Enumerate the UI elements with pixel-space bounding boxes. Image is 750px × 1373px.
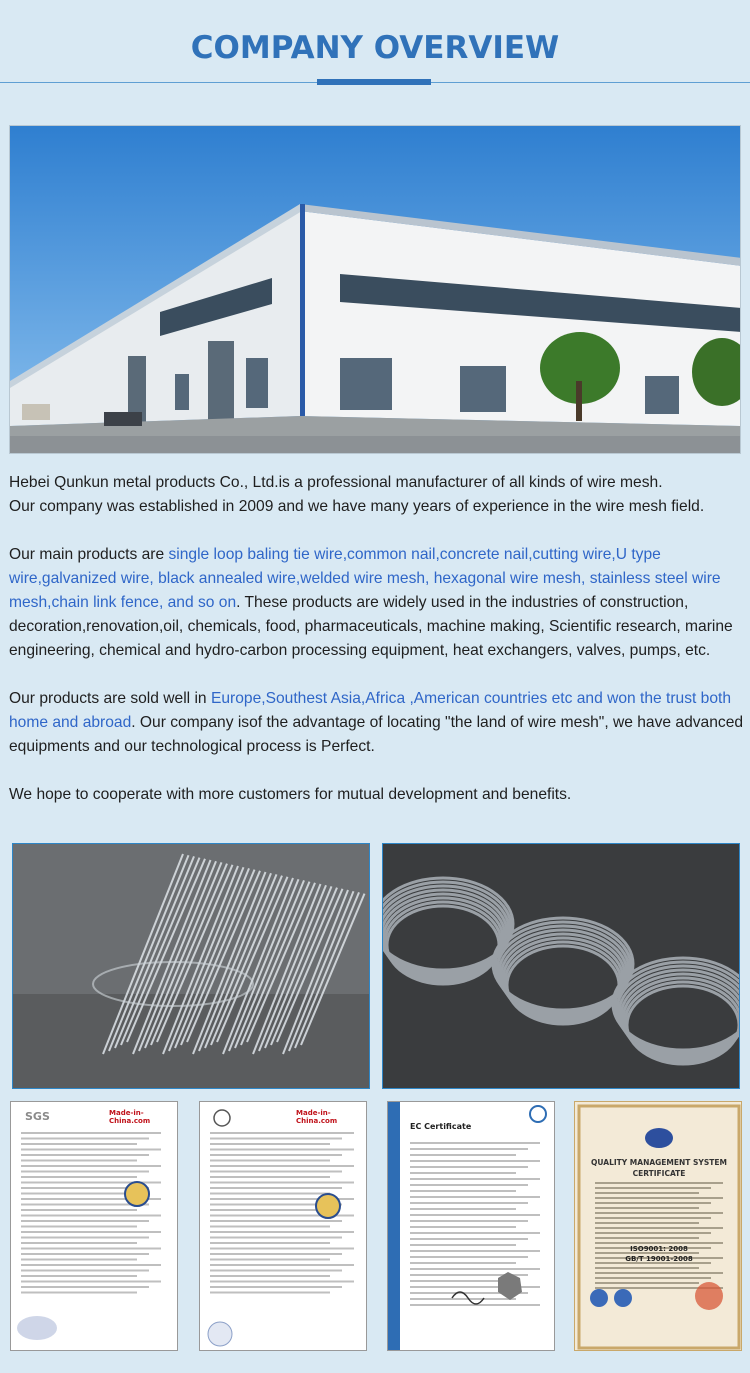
ec-certificate — [387, 1101, 555, 1351]
markets-tail: . Our company isof the advantage of locating "the land of wire mesh", we have advanced equipments and our technological process is Perfect. — [9, 714, 744, 755]
products-tail: . These products are widely used in the industries of construction, decoration,renovation,oil, chemicals, food, pharmaceuticals, machine making, Scientific research, marine engineering, chemical and hydro-carbon processing equipment, heat exchangers, valves, pumps, etc. — [9, 594, 733, 659]
company-intro — [9, 471, 744, 831]
markets-list: Europe,Southest Asia,Africa ,American countries etc and won the trust both home and abroad — [9, 690, 732, 731]
product-photos — [12, 843, 740, 1089]
mic-logo-1: Made-in-China.com — [109, 1109, 151, 1125]
page-title: COMPANY OVERVIEW — [190, 30, 560, 66]
intro-paragraph-closing: We hope to cooperate with more customers for mutual development and benefits. — [9, 786, 572, 803]
audited-supplier-certificate — [199, 1101, 367, 1351]
quality-management-certificate — [574, 1101, 742, 1351]
page-header — [0, 0, 750, 108]
intro-paragraph-1 — [9, 471, 744, 519]
header-accent-bar — [317, 79, 431, 85]
intro-paragraph-products — [9, 543, 744, 663]
intro-line-2: Our company was established in 2009 and we have many years of experience in the wire mesh field. — [9, 498, 705, 515]
qms-title-2: CERTIFICATE — [632, 1169, 686, 1178]
certificates — [10, 1101, 740, 1351]
qms-title-1: QUALITY MANAGEMENT SYSTEM — [591, 1158, 727, 1167]
qms-standard-2: GB/T 19001-2008 — [625, 1255, 693, 1263]
markets-lead: Our products are sold well in — [9, 690, 211, 707]
sgs-audit-certificate — [10, 1101, 178, 1351]
products-lead: Our main products are — [9, 546, 169, 563]
baling-wire-photo — [12, 843, 370, 1089]
factory-photo — [9, 125, 741, 454]
products-list: single loop baling tie wire,common nail,concrete nail,cutting wire,U type wire,galvanized wire, black annealed wire,welded wire mesh, hexagonal wire mesh, stainless steel wire mesh,chain link fence, and so on — [9, 546, 721, 611]
wire-coils-photo — [382, 843, 740, 1089]
sgs-logo: SGS — [25, 1110, 50, 1123]
mic-logo-2: Made-in-China.com — [296, 1109, 338, 1125]
intro-line-1: Hebei Qunkun metal products Co., Ltd.is a professional manufacturer of all kinds of wire mesh. — [9, 474, 663, 491]
intro-paragraph-markets — [9, 687, 744, 759]
qms-standard-1: ISO9001: 2008 — [630, 1245, 688, 1253]
ec-certificate-title: EC Certificate — [410, 1122, 472, 1131]
